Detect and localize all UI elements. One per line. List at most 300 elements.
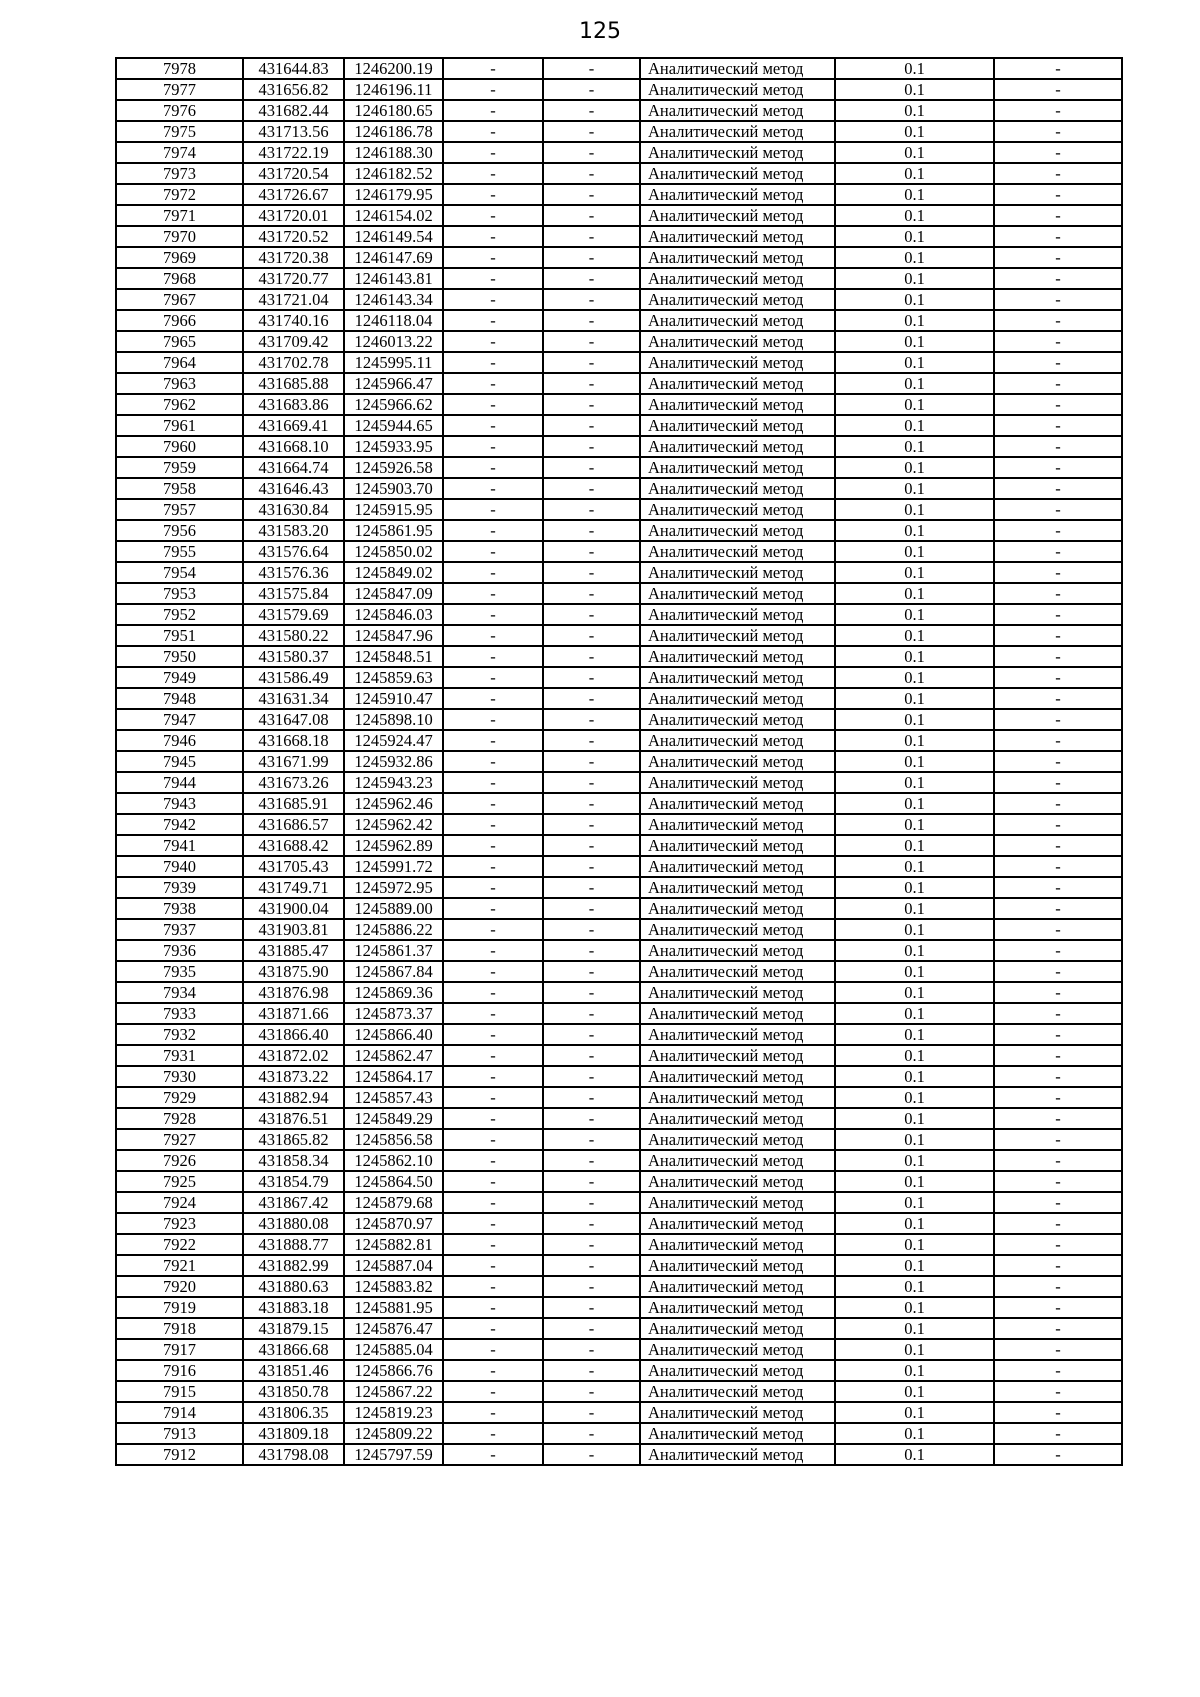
y-coordinate-cell: 1246196.11 xyxy=(344,79,443,100)
accuracy-cell: 0.1 xyxy=(835,898,994,919)
blank-cell-c: - xyxy=(994,688,1122,709)
blank-cell-a: - xyxy=(443,478,543,499)
blank-cell-a: - xyxy=(443,289,543,310)
table-row xyxy=(116,604,1122,625)
blank-cell-b: - xyxy=(543,730,640,751)
method-cell: Аналитический метод xyxy=(640,1255,835,1276)
y-coordinate-cell: 1246186.78 xyxy=(344,121,443,142)
point-number-cell: 7947 xyxy=(116,709,243,730)
method-cell: Аналитический метод xyxy=(640,457,835,478)
blank-cell-c: - xyxy=(994,1318,1122,1339)
point-number-cell: 7946 xyxy=(116,730,243,751)
blank-cell-c: - xyxy=(994,121,1122,142)
blank-cell-b: - xyxy=(543,247,640,268)
point-number-cell: 7923 xyxy=(116,1213,243,1234)
table-row xyxy=(116,1108,1122,1129)
method-cell: Аналитический метод xyxy=(640,1213,835,1234)
table-row xyxy=(116,1444,1122,1465)
method-cell: Аналитический метод xyxy=(640,1003,835,1024)
blank-cell-b: - xyxy=(543,163,640,184)
table-row xyxy=(116,772,1122,793)
blank-cell-b: - xyxy=(543,100,640,121)
blank-cell-b: - xyxy=(543,142,640,163)
blank-cell-a: - xyxy=(443,394,543,415)
x-coordinate-cell: 431630.84 xyxy=(243,499,344,520)
accuracy-cell: 0.1 xyxy=(835,289,994,310)
x-coordinate-cell: 431586.49 xyxy=(243,667,344,688)
table-row xyxy=(116,1150,1122,1171)
table-row xyxy=(116,646,1122,667)
point-number-cell: 7913 xyxy=(116,1423,243,1444)
blank-cell-a: - xyxy=(443,604,543,625)
blank-cell-c: - xyxy=(994,268,1122,289)
method-cell: Аналитический метод xyxy=(640,751,835,772)
blank-cell-b: - xyxy=(543,1423,640,1444)
table-row xyxy=(116,415,1122,436)
table-row xyxy=(116,835,1122,856)
y-coordinate-cell: 1245866.40 xyxy=(344,1024,443,1045)
table-row xyxy=(116,1297,1122,1318)
point-number-cell: 7966 xyxy=(116,310,243,331)
accuracy-cell: 0.1 xyxy=(835,226,994,247)
method-cell: Аналитический метод xyxy=(640,352,835,373)
x-coordinate-cell: 431872.02 xyxy=(243,1045,344,1066)
blank-cell-a: - xyxy=(443,1129,543,1150)
accuracy-cell: 0.1 xyxy=(835,1213,994,1234)
method-cell: Аналитический метод xyxy=(640,667,835,688)
blank-cell-c: - xyxy=(994,1213,1122,1234)
x-coordinate-cell: 431720.77 xyxy=(243,268,344,289)
blank-cell-a: - xyxy=(443,730,543,751)
accuracy-cell: 0.1 xyxy=(835,1423,994,1444)
point-number-cell: 7937 xyxy=(116,919,243,940)
x-coordinate-cell: 431668.18 xyxy=(243,730,344,751)
x-coordinate-cell: 431867.42 xyxy=(243,1192,344,1213)
method-cell: Аналитический метод xyxy=(640,1276,835,1297)
method-cell: Аналитический метод xyxy=(640,247,835,268)
accuracy-cell: 0.1 xyxy=(835,940,994,961)
method-cell: Аналитический метод xyxy=(640,1066,835,1087)
table-row xyxy=(116,1318,1122,1339)
blank-cell-a: - xyxy=(443,205,543,226)
y-coordinate-cell: 1246154.02 xyxy=(344,205,443,226)
blank-cell-b: - xyxy=(543,982,640,1003)
x-coordinate-cell: 431809.18 xyxy=(243,1423,344,1444)
accuracy-cell: 0.1 xyxy=(835,604,994,625)
blank-cell-c: - xyxy=(994,919,1122,940)
point-number-cell: 7933 xyxy=(116,1003,243,1024)
blank-cell-b: - xyxy=(543,58,640,79)
blank-cell-a: - xyxy=(443,247,543,268)
y-coordinate-cell: 1245883.82 xyxy=(344,1276,443,1297)
blank-cell-a: - xyxy=(443,1150,543,1171)
method-cell: Аналитический метод xyxy=(640,793,835,814)
blank-cell-b: - xyxy=(543,394,640,415)
accuracy-cell: 0.1 xyxy=(835,1045,994,1066)
blank-cell-a: - xyxy=(443,1297,543,1318)
blank-cell-b: - xyxy=(543,1066,640,1087)
point-number-cell: 7953 xyxy=(116,583,243,604)
table-row xyxy=(116,1255,1122,1276)
blank-cell-b: - xyxy=(543,856,640,877)
blank-cell-a: - xyxy=(443,226,543,247)
x-coordinate-cell: 431851.46 xyxy=(243,1360,344,1381)
table-row xyxy=(116,352,1122,373)
y-coordinate-cell: 1245903.70 xyxy=(344,478,443,499)
y-coordinate-cell: 1245849.02 xyxy=(344,562,443,583)
blank-cell-c: - xyxy=(994,709,1122,730)
point-number-cell: 7945 xyxy=(116,751,243,772)
method-cell: Аналитический метод xyxy=(640,1024,835,1045)
y-coordinate-cell: 1245898.10 xyxy=(344,709,443,730)
y-coordinate-cell: 1245846.03 xyxy=(344,604,443,625)
x-coordinate-cell: 431709.42 xyxy=(243,331,344,352)
blank-cell-b: - xyxy=(543,688,640,709)
table-row xyxy=(116,331,1122,352)
accuracy-cell: 0.1 xyxy=(835,121,994,142)
x-coordinate-cell: 431903.81 xyxy=(243,919,344,940)
table-row xyxy=(116,982,1122,1003)
x-coordinate-cell: 431871.66 xyxy=(243,1003,344,1024)
blank-cell-c: - xyxy=(994,982,1122,1003)
blank-cell-a: - xyxy=(443,1276,543,1297)
x-coordinate-cell: 431720.01 xyxy=(243,205,344,226)
x-coordinate-cell: 431875.90 xyxy=(243,961,344,982)
accuracy-cell: 0.1 xyxy=(835,478,994,499)
point-number-cell: 7916 xyxy=(116,1360,243,1381)
x-coordinate-cell: 431580.37 xyxy=(243,646,344,667)
blank-cell-b: - xyxy=(543,1234,640,1255)
blank-cell-c: - xyxy=(994,520,1122,541)
x-coordinate-cell: 431888.77 xyxy=(243,1234,344,1255)
table-row xyxy=(116,79,1122,100)
y-coordinate-cell: 1245910.47 xyxy=(344,688,443,709)
x-coordinate-cell: 431876.51 xyxy=(243,1108,344,1129)
y-coordinate-cell: 1245932.86 xyxy=(344,751,443,772)
accuracy-cell: 0.1 xyxy=(835,1171,994,1192)
point-number-cell: 7956 xyxy=(116,520,243,541)
blank-cell-b: - xyxy=(543,1276,640,1297)
method-cell: Аналитический метод xyxy=(640,1423,835,1444)
y-coordinate-cell: 1245915.95 xyxy=(344,499,443,520)
blank-cell-a: - xyxy=(443,667,543,688)
table-row xyxy=(116,625,1122,646)
point-number-cell: 7942 xyxy=(116,814,243,835)
y-coordinate-cell: 1245819.23 xyxy=(344,1402,443,1423)
accuracy-cell: 0.1 xyxy=(835,961,994,982)
table-row xyxy=(116,1066,1122,1087)
accuracy-cell: 0.1 xyxy=(835,1192,994,1213)
y-coordinate-cell: 1246143.81 xyxy=(344,268,443,289)
y-coordinate-cell: 1245849.29 xyxy=(344,1108,443,1129)
blank-cell-a: - xyxy=(443,163,543,184)
x-coordinate-cell: 431720.38 xyxy=(243,247,344,268)
point-number-cell: 7912 xyxy=(116,1444,243,1465)
point-number-cell: 7914 xyxy=(116,1402,243,1423)
table-row xyxy=(116,1381,1122,1402)
y-coordinate-cell: 1245862.10 xyxy=(344,1150,443,1171)
y-coordinate-cell: 1245944.65 xyxy=(344,415,443,436)
y-coordinate-cell: 1245881.95 xyxy=(344,1297,443,1318)
point-number-cell: 7950 xyxy=(116,646,243,667)
table-row xyxy=(116,1192,1122,1213)
method-cell: Аналитический метод xyxy=(640,205,835,226)
blank-cell-b: - xyxy=(543,184,640,205)
point-number-cell: 7964 xyxy=(116,352,243,373)
blank-cell-a: - xyxy=(443,625,543,646)
accuracy-cell: 0.1 xyxy=(835,730,994,751)
method-cell: Аналитический метод xyxy=(640,436,835,457)
blank-cell-a: - xyxy=(443,184,543,205)
y-coordinate-cell: 1245859.63 xyxy=(344,667,443,688)
method-cell: Аналитический метод xyxy=(640,1402,835,1423)
y-coordinate-cell: 1245864.50 xyxy=(344,1171,443,1192)
y-coordinate-cell: 1245864.17 xyxy=(344,1066,443,1087)
method-cell: Аналитический метод xyxy=(640,940,835,961)
point-number-cell: 7973 xyxy=(116,163,243,184)
table-row xyxy=(116,1045,1122,1066)
y-coordinate-cell: 1245861.95 xyxy=(344,520,443,541)
blank-cell-c: - xyxy=(994,184,1122,205)
x-coordinate-cell: 431876.98 xyxy=(243,982,344,1003)
blank-cell-a: - xyxy=(443,331,543,352)
x-coordinate-cell: 431673.26 xyxy=(243,772,344,793)
blank-cell-c: - xyxy=(994,541,1122,562)
y-coordinate-cell: 1245924.47 xyxy=(344,730,443,751)
blank-cell-b: - xyxy=(543,331,640,352)
blank-cell-c: - xyxy=(994,457,1122,478)
blank-cell-b: - xyxy=(543,793,640,814)
blank-cell-a: - xyxy=(443,415,543,436)
blank-cell-b: - xyxy=(543,1255,640,1276)
blank-cell-a: - xyxy=(443,310,543,331)
point-number-cell: 7943 xyxy=(116,793,243,814)
blank-cell-b: - xyxy=(543,1381,640,1402)
blank-cell-c: - xyxy=(994,1087,1122,1108)
blank-cell-a: - xyxy=(443,877,543,898)
table-row xyxy=(116,730,1122,751)
table-row xyxy=(116,499,1122,520)
blank-cell-c: - xyxy=(994,667,1122,688)
method-cell: Аналитический метод xyxy=(640,1318,835,1339)
accuracy-cell: 0.1 xyxy=(835,1318,994,1339)
method-cell: Аналитический метод xyxy=(640,373,835,394)
point-number-cell: 7939 xyxy=(116,877,243,898)
method-cell: Аналитический метод xyxy=(640,1444,835,1465)
y-coordinate-cell: 1246143.34 xyxy=(344,289,443,310)
blank-cell-c: - xyxy=(994,331,1122,352)
blank-cell-c: - xyxy=(994,961,1122,982)
method-cell: Аналитический метод xyxy=(640,499,835,520)
blank-cell-a: - xyxy=(443,919,543,940)
blank-cell-a: - xyxy=(443,142,543,163)
blank-cell-a: - xyxy=(443,814,543,835)
table-row xyxy=(116,541,1122,562)
accuracy-cell: 0.1 xyxy=(835,1381,994,1402)
x-coordinate-cell: 431669.41 xyxy=(243,415,344,436)
table-row xyxy=(116,436,1122,457)
table-row xyxy=(116,58,1122,79)
point-number-cell: 7972 xyxy=(116,184,243,205)
blank-cell-b: - xyxy=(543,1129,640,1150)
method-cell: Аналитический метод xyxy=(640,772,835,793)
method-cell: Аналитический метод xyxy=(640,856,835,877)
method-cell: Аналитический метод xyxy=(640,1087,835,1108)
blank-cell-b: - xyxy=(543,499,640,520)
y-coordinate-cell: 1246013.22 xyxy=(344,331,443,352)
blank-cell-b: - xyxy=(543,1192,640,1213)
method-cell: Аналитический метод xyxy=(640,583,835,604)
blank-cell-b: - xyxy=(543,310,640,331)
y-coordinate-cell: 1245870.97 xyxy=(344,1213,443,1234)
accuracy-cell: 0.1 xyxy=(835,1087,994,1108)
x-coordinate-cell: 431631.34 xyxy=(243,688,344,709)
x-coordinate-cell: 431866.68 xyxy=(243,1339,344,1360)
method-cell: Аналитический метод xyxy=(640,1108,835,1129)
x-coordinate-cell: 431579.69 xyxy=(243,604,344,625)
table-row xyxy=(116,1129,1122,1150)
blank-cell-a: - xyxy=(443,1066,543,1087)
method-cell: Аналитический метод xyxy=(640,394,835,415)
blank-cell-b: - xyxy=(543,226,640,247)
x-coordinate-cell: 431854.79 xyxy=(243,1171,344,1192)
point-number-cell: 7975 xyxy=(116,121,243,142)
table-row xyxy=(116,562,1122,583)
table-body xyxy=(116,58,1122,1465)
accuracy-cell: 0.1 xyxy=(835,499,994,520)
table-row xyxy=(116,1024,1122,1045)
page-number: 125 xyxy=(579,19,621,44)
blank-cell-c: - xyxy=(994,856,1122,877)
blank-cell-c: - xyxy=(994,793,1122,814)
table-row xyxy=(116,142,1122,163)
blank-cell-c: - xyxy=(994,772,1122,793)
method-cell: Аналитический метод xyxy=(640,79,835,100)
blank-cell-b: - xyxy=(543,1171,640,1192)
x-coordinate-cell: 431722.19 xyxy=(243,142,344,163)
y-coordinate-cell: 1245972.95 xyxy=(344,877,443,898)
accuracy-cell: 0.1 xyxy=(835,1444,994,1465)
blank-cell-b: - xyxy=(543,373,640,394)
blank-cell-a: - xyxy=(443,1234,543,1255)
x-coordinate-cell: 431685.91 xyxy=(243,793,344,814)
blank-cell-b: - xyxy=(543,1045,640,1066)
method-cell: Аналитический метод xyxy=(640,142,835,163)
blank-cell-b: - xyxy=(543,1108,640,1129)
x-coordinate-cell: 431583.20 xyxy=(243,520,344,541)
blank-cell-a: - xyxy=(443,835,543,856)
accuracy-cell: 0.1 xyxy=(835,646,994,667)
table-row xyxy=(116,1213,1122,1234)
method-cell: Аналитический метод xyxy=(640,310,835,331)
blank-cell-c: - xyxy=(994,79,1122,100)
blank-cell-c: - xyxy=(994,604,1122,625)
table-row xyxy=(116,709,1122,730)
x-coordinate-cell: 431688.42 xyxy=(243,835,344,856)
blank-cell-a: - xyxy=(443,793,543,814)
blank-cell-c: - xyxy=(994,1402,1122,1423)
x-coordinate-cell: 431705.43 xyxy=(243,856,344,877)
coordinates-table xyxy=(115,57,1123,1466)
table-row xyxy=(116,163,1122,184)
table-row xyxy=(116,961,1122,982)
method-cell: Аналитический метод xyxy=(640,961,835,982)
y-coordinate-cell: 1246149.54 xyxy=(344,226,443,247)
table-row xyxy=(116,1171,1122,1192)
x-coordinate-cell: 431749.71 xyxy=(243,877,344,898)
point-number-cell: 7940 xyxy=(116,856,243,877)
accuracy-cell: 0.1 xyxy=(835,415,994,436)
blank-cell-c: - xyxy=(994,562,1122,583)
accuracy-cell: 0.1 xyxy=(835,1003,994,1024)
accuracy-cell: 0.1 xyxy=(835,100,994,121)
x-coordinate-cell: 431879.15 xyxy=(243,1318,344,1339)
accuracy-cell: 0.1 xyxy=(835,58,994,79)
blank-cell-b: - xyxy=(543,1003,640,1024)
point-number-cell: 7931 xyxy=(116,1045,243,1066)
x-coordinate-cell: 431686.57 xyxy=(243,814,344,835)
y-coordinate-cell: 1245873.37 xyxy=(344,1003,443,1024)
accuracy-cell: 0.1 xyxy=(835,1108,994,1129)
accuracy-cell: 0.1 xyxy=(835,394,994,415)
x-coordinate-cell: 431668.10 xyxy=(243,436,344,457)
blank-cell-a: - xyxy=(443,499,543,520)
table-row xyxy=(116,184,1122,205)
x-coordinate-cell: 431656.82 xyxy=(243,79,344,100)
blank-cell-c: - xyxy=(994,352,1122,373)
point-number-cell: 7976 xyxy=(116,100,243,121)
y-coordinate-cell: 1245847.09 xyxy=(344,583,443,604)
accuracy-cell: 0.1 xyxy=(835,1234,994,1255)
point-number-cell: 7969 xyxy=(116,247,243,268)
point-number-cell: 7954 xyxy=(116,562,243,583)
method-cell: Аналитический метод xyxy=(640,1297,835,1318)
blank-cell-a: - xyxy=(443,1213,543,1234)
table-row xyxy=(116,1087,1122,1108)
accuracy-cell: 0.1 xyxy=(835,1150,994,1171)
blank-cell-c: - xyxy=(994,1045,1122,1066)
point-number-cell: 7948 xyxy=(116,688,243,709)
x-coordinate-cell: 431798.08 xyxy=(243,1444,344,1465)
method-cell: Аналитический метод xyxy=(640,58,835,79)
blank-cell-b: - xyxy=(543,646,640,667)
accuracy-cell: 0.1 xyxy=(835,1024,994,1045)
accuracy-cell: 0.1 xyxy=(835,709,994,730)
method-cell: Аналитический метод xyxy=(640,1234,835,1255)
blank-cell-c: - xyxy=(994,940,1122,961)
point-number-cell: 7919 xyxy=(116,1297,243,1318)
method-cell: Аналитический метод xyxy=(640,184,835,205)
y-coordinate-cell: 1245966.62 xyxy=(344,394,443,415)
blank-cell-c: - xyxy=(994,835,1122,856)
blank-cell-c: - xyxy=(994,142,1122,163)
method-cell: Аналитический метод xyxy=(640,982,835,1003)
point-number-cell: 7957 xyxy=(116,499,243,520)
blank-cell-c: - xyxy=(994,1381,1122,1402)
table-row xyxy=(116,940,1122,961)
method-cell: Аналитический метод xyxy=(640,331,835,352)
blank-cell-b: - xyxy=(543,289,640,310)
point-number-cell: 7960 xyxy=(116,436,243,457)
y-coordinate-cell: 1245861.37 xyxy=(344,940,443,961)
accuracy-cell: 0.1 xyxy=(835,520,994,541)
blank-cell-b: - xyxy=(543,268,640,289)
blank-cell-c: - xyxy=(994,415,1122,436)
accuracy-cell: 0.1 xyxy=(835,919,994,940)
blank-cell-c: - xyxy=(994,226,1122,247)
blank-cell-b: - xyxy=(543,1024,640,1045)
blank-cell-b: - xyxy=(543,205,640,226)
